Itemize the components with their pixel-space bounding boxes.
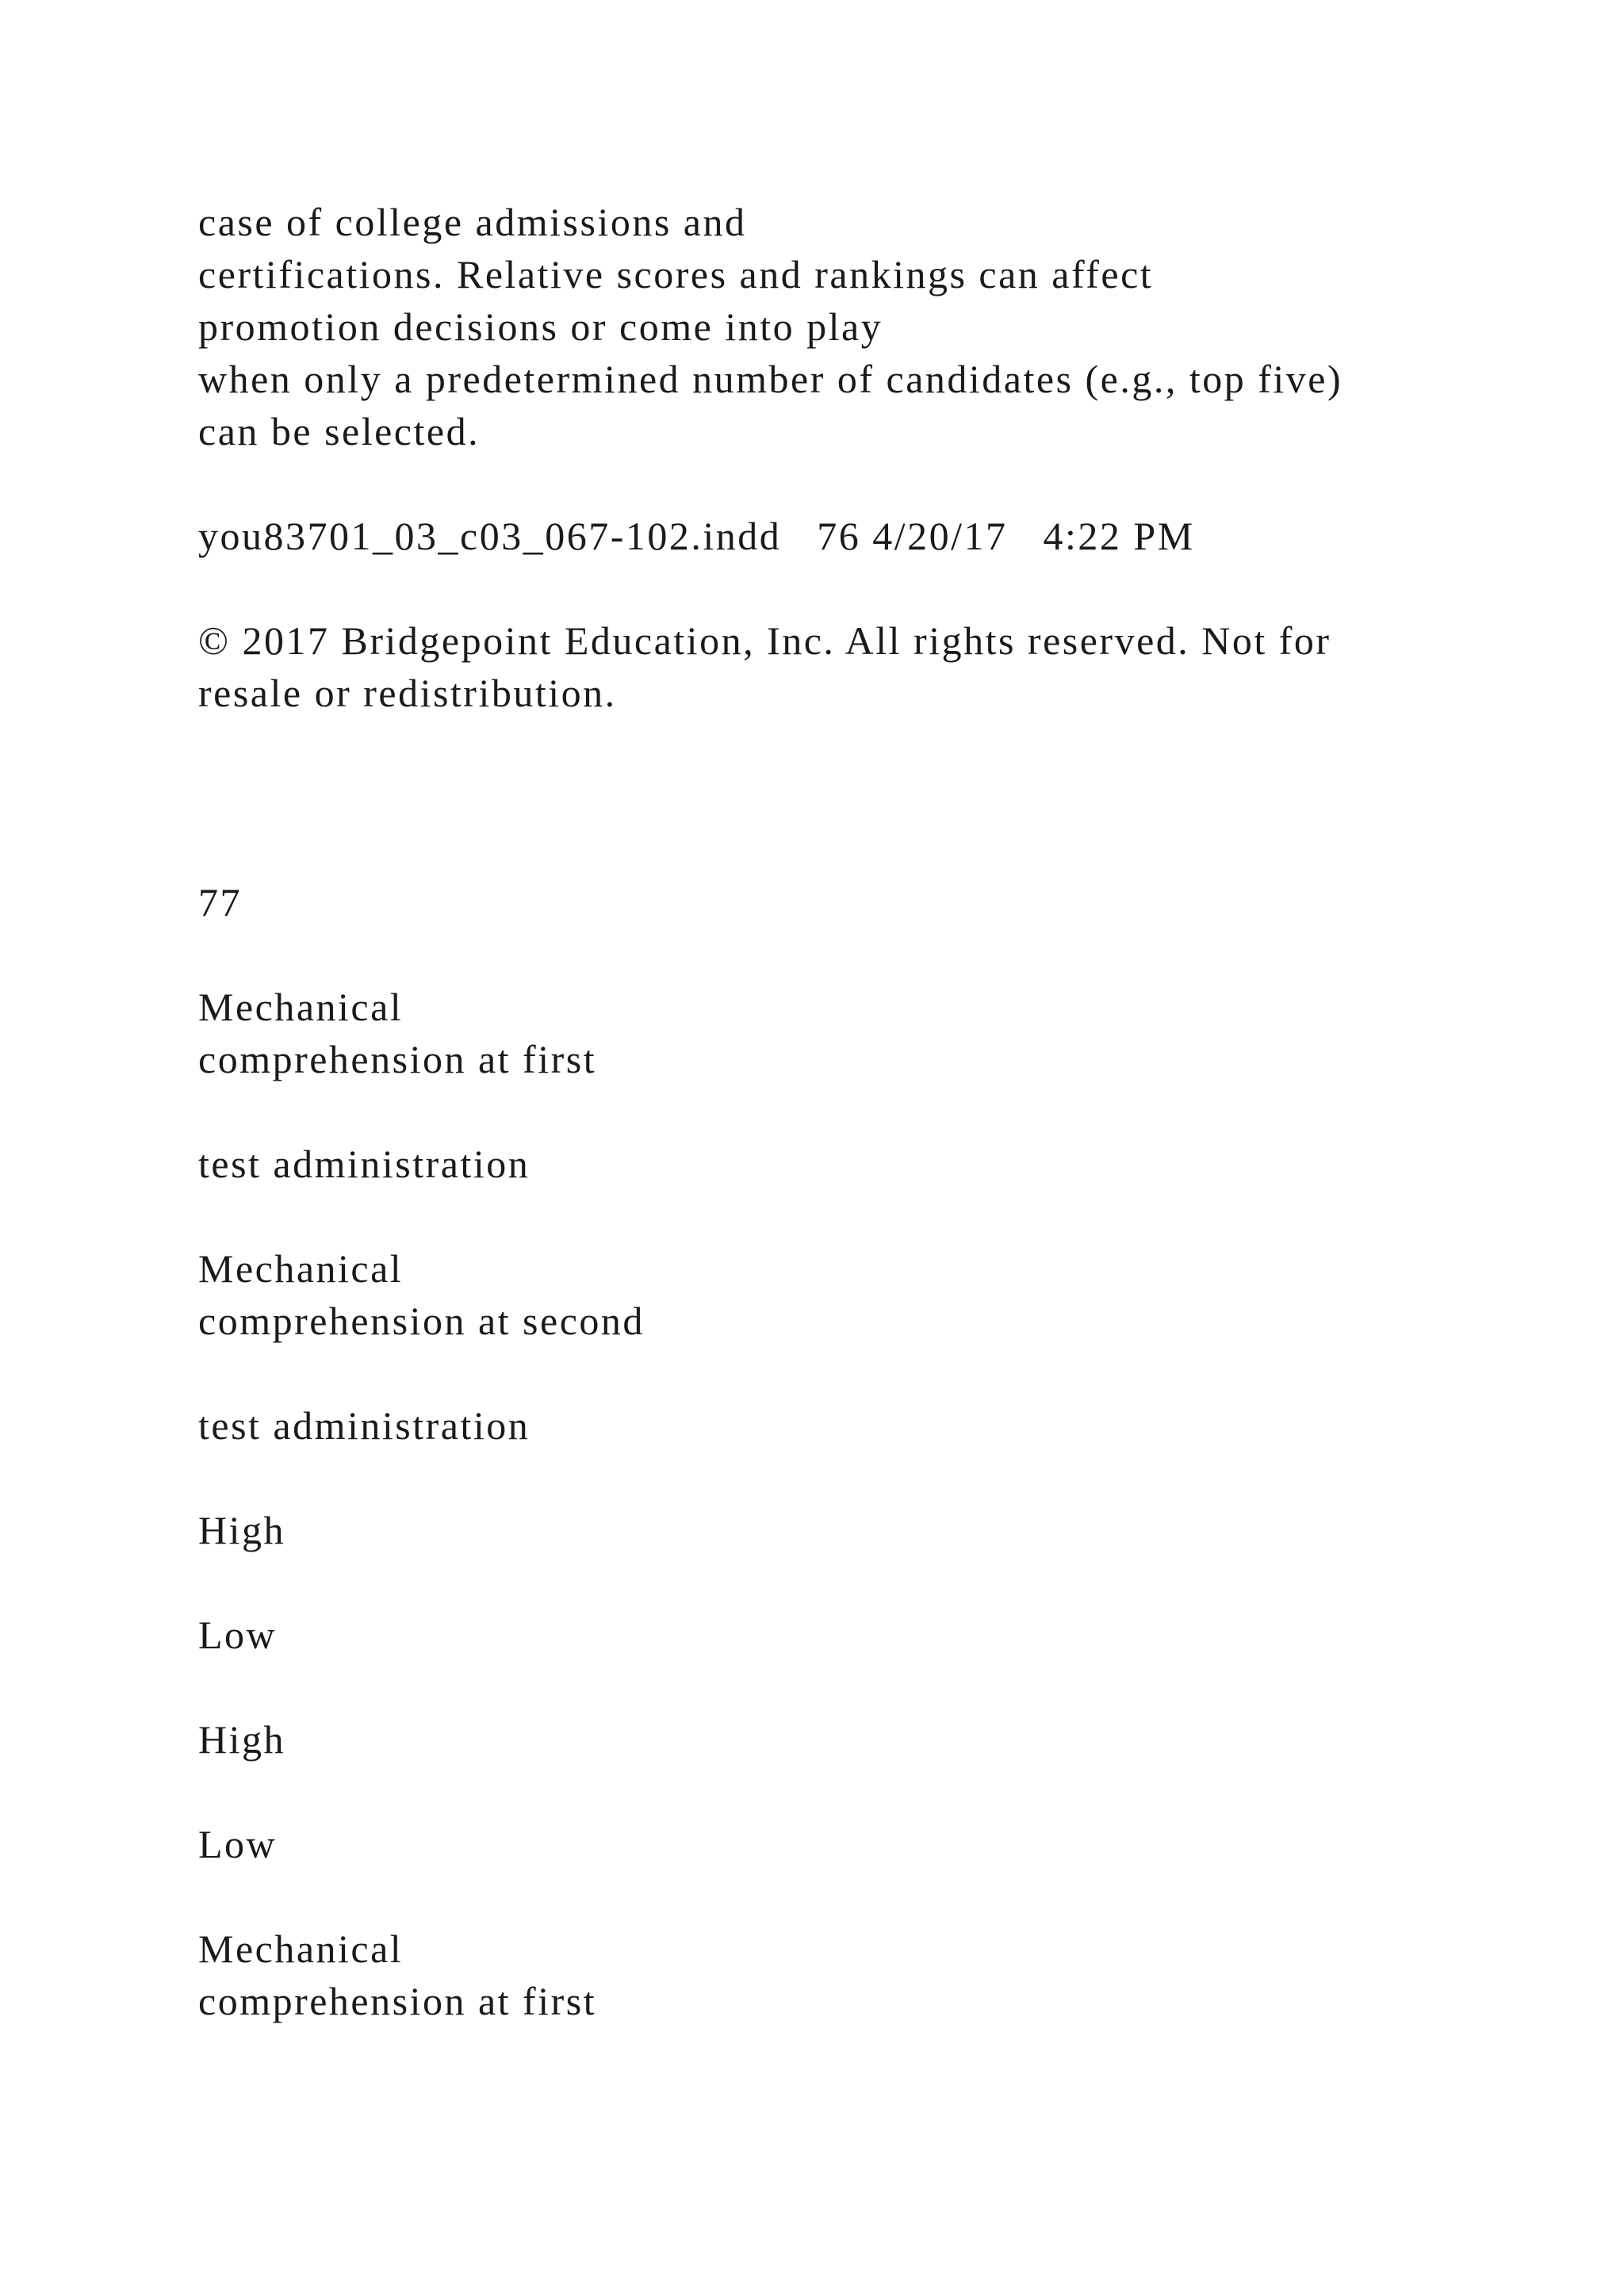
figure-label: comprehension at first [198,1979,597,2023]
figure-label: Mechanical [198,985,404,1029]
axis-label-low: Low [198,1822,278,1866]
figure-label: Mechanical [198,1927,404,1971]
body-text-line: certifications. Relative scores and rankings can affect [198,252,1154,297]
file-info-line: you83701_03_c03_067-102.indd 76 4/20/17 4:22 PM [198,514,1195,558]
body-text-line: can be selected. [198,409,481,453]
copyright-line: © 2017 Bridgepoint Education, Inc. All rights reserved. Not for [198,618,1331,663]
figure-label: Mechanical [198,1246,404,1291]
figure-label: test administration [198,1142,530,1186]
figure-label: comprehension at second [198,1299,645,1343]
axis-label-high: High [198,1508,285,1552]
axis-label-low: Low [198,1613,278,1657]
body-text-line: case of college admissions and [198,200,747,244]
copyright-line: resale or redistribution. [198,671,617,715]
figure-label: comprehension at first [198,1037,597,1081]
figure-label: test administration [198,1403,530,1448]
axis-label-high: High [198,1717,285,1762]
body-text-line: promotion decisions or come into play [198,304,883,349]
body-text-line: when only a predetermined number of candidates (e.g., top five) [198,357,1343,401]
page-number: 77 [198,880,242,924]
